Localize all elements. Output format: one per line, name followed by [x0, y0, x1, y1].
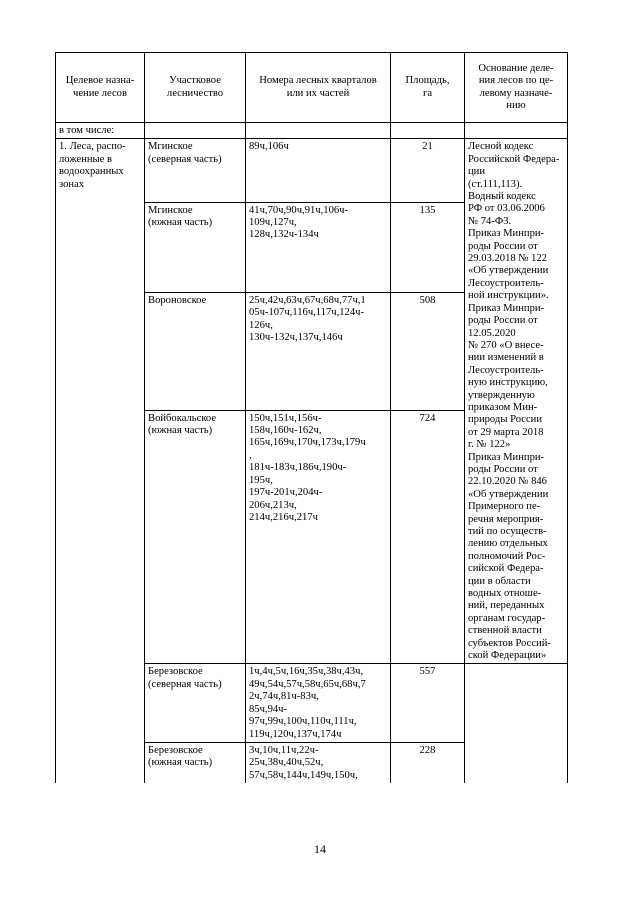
quarters-cell: 25ч,42ч,63ч,67ч,68ч,77ч,1 05ч-107ч,116ч,117ч,124ч- 126ч, 130ч-132ч,137ч,146ч — [246, 293, 391, 411]
header-basis: Основание деле- ния лесов по це- левому назначе- нию — [465, 53, 568, 123]
area-cell: 21 — [391, 139, 465, 202]
forestry-cell: Березовское (северная часть) — [145, 664, 246, 742]
area-cell: 557 — [391, 664, 465, 742]
area-cell: 228 — [391, 742, 465, 783]
table-row — [56, 139, 568, 202]
quarters-cell: 1ч,4ч,5ч,16ч,35ч,38ч,43ч, 49ч,54ч,57ч,58ч,65ч,68ч,7 2ч,74ч,81ч-83ч, 85ч,94ч- 97ч,99ч,100ч,110ч,111ч, 119ч,120ч,137ч,174ч — [246, 664, 391, 742]
quarters-cell: 41ч,70ч,90ч,91ч,106ч- 109ч,127ч, 128ч,132ч-134ч — [246, 202, 391, 292]
page-number: 14 — [314, 842, 326, 856]
table-header-row — [56, 53, 568, 123]
forestry-cell: Мгинское (южная часть) — [145, 202, 246, 292]
purpose-cell: 1. Леса, распо- ложенные в водоохранных зонах — [56, 139, 145, 783]
forestry-cell: Березовское (южная часть) — [145, 742, 246, 783]
quarters-cell: 3ч,10ч,11ч,22ч- 25ч,38ч,40ч,52ч, 57ч,58ч,144ч,149ч,150ч, — [246, 742, 391, 783]
forestry-cell: Вороновское — [145, 293, 246, 411]
header-forestry: Участковое лесничество — [145, 53, 246, 123]
forestry-cell: Войбокальское (южная часть) — [145, 410, 246, 664]
section-label-row — [56, 123, 568, 139]
quarters-cell: 89ч,106ч — [246, 139, 391, 202]
area-cell: 508 — [391, 293, 465, 411]
forestry-cell: Мгинское (северная часть) — [145, 139, 246, 202]
forest-purpose-table — [55, 52, 568, 783]
header-quarters: Номера лесных кварталов или их частей — [246, 53, 391, 123]
basis-cell: Лесной кодекс Российской Федера- ции (ст.111,113). Водный кодекс РФ от 03.06.2006 № 74-ФЗ. Приказ Минпри- роды России от 29.03.2018 № 122 «Об утверждении Лесоустроитель- ной инструкции». Приказ Минпри- роды России от 12.05.2020 № 270 «О внесе- нии изменений в Лесоустроитель- ную инструкцию, утвержденную приказом Мин- природы России от 29 марта 2018 г. № 122» Приказ Минпри- роды России от 22.10.2020 № 846 «Об утверждении Примерного пе- речня мероприя- тий по осуществ- лению отдельных полномочий Рос- сийской Федера- ции в области водных отноше- ний, переданных органам государ- ственной власти субъектов Россий- ской Федерации» — [465, 139, 568, 664]
quarters-cell: 150ч,151ч,156ч- 158ч,160ч-162ч, 165ч,169ч,170ч,173ч,179ч , 181ч-183ч,186ч,190ч- 195ч, 197ч-201ч,204ч- 206ч,213ч, 214ч,216ч,217ч — [246, 410, 391, 664]
header-purpose: Целевое назна- чение лесов — [56, 53, 145, 123]
header-area: Площадь, га — [391, 53, 465, 123]
section-label: в том числе: — [56, 123, 145, 139]
area-cell: 135 — [391, 202, 465, 292]
area-cell: 724 — [391, 410, 465, 664]
